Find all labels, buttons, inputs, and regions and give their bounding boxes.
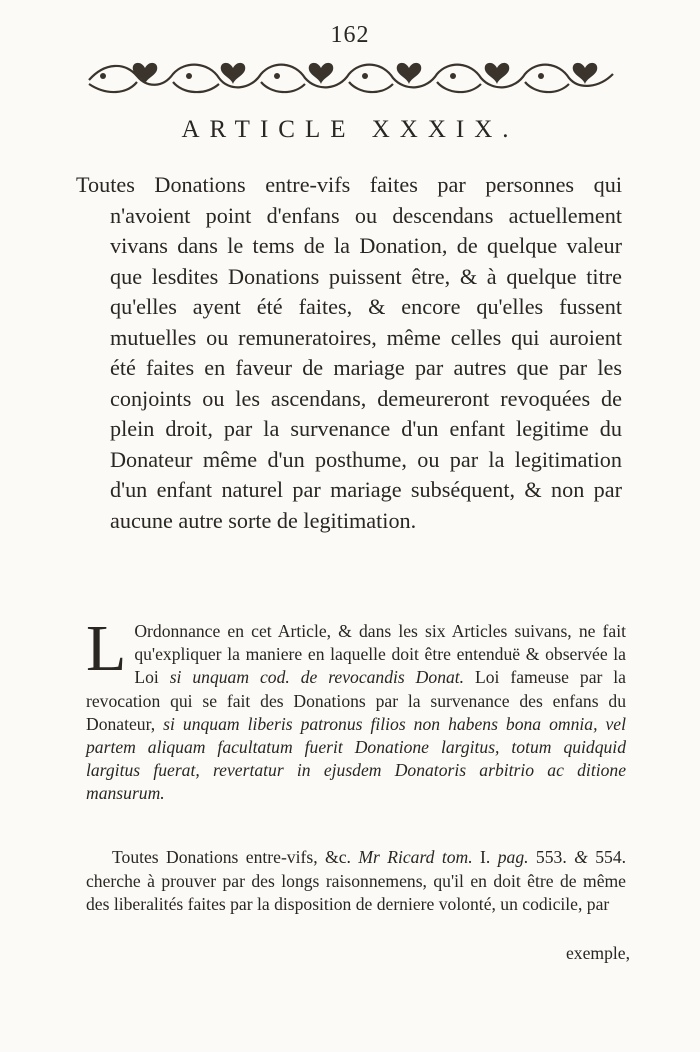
article-body: Toutes Donations entre-vifs faites par personnes qui n'avoient point d'enfans ou descendans actuellement vivans dans le tems de la Donation, de quelque valeur que lesdites Donations puissent être, & à quelque titre qu'elles ayent été faites, & encore qu'elles fussent mutuelles ou remuneratoires, même celles qui auroient été faites en faveur de mariage par autres que par les conjoints ou les ascendans, demeureront revoquées de plein droit, par la survenance d'un enfant legitime du Donateur même d'un posthume, ou par la legitimation d'un enfant naturel par mariage subséquent, & non par aucune autre sorte de legitimation. bbox=[76, 172, 622, 533]
commentary-reference: Mr Ricard tom. bbox=[358, 847, 473, 867]
commentary-latin-quote: si unquam liberis patronus filios non habens bona omnia, vel partem aliquam facultatum fuerit Donatione largitus, totum quidquid largitus fuerat, revertatur in ejusdem Donatoris arbitrio ac ditione mansurum. bbox=[86, 713, 626, 804]
commentary-reference-pages: 553. bbox=[528, 847, 575, 867]
ornament-band-icon bbox=[85, 56, 617, 96]
commentary-text-2: Loi fameuse par la revocation qui se fait des Donations par la survenance des enfans du Donateur, bbox=[86, 667, 626, 734]
commentary-citation: si unquam cod. de revocandis Donat. bbox=[169, 667, 465, 688]
commentary-second-text: Toutes Donations entre-vifs, &c. bbox=[112, 847, 359, 867]
article-title: ARTICLE XXXIX. bbox=[181, 116, 519, 143]
commentary-second-paragraph bbox=[86, 846, 626, 917]
page-number: 162 bbox=[330, 22, 370, 48]
commentary-paragraph bbox=[86, 612, 626, 806]
commentary-reference-pag: pag. bbox=[497, 847, 529, 867]
drop-cap: L bbox=[86, 612, 127, 685]
commentary-text: Ordonnance en cet Article, & dans les six Articles suivans, ne fait qu'expliquer la maniere en laquelle doit être entenduë & observée la Loi bbox=[134, 621, 626, 688]
catchword: exemple, bbox=[566, 943, 630, 963]
commentary-reference-ampersand: & bbox=[574, 847, 588, 867]
commentary-reference-volume: I. bbox=[472, 847, 498, 867]
commentary-second-text-2: 554. cherche à prouver par des longs raisonnemens, qu'il en doit être de même des liberalités faites par la disposition de derniere volonté, un codicile, par bbox=[86, 847, 627, 914]
